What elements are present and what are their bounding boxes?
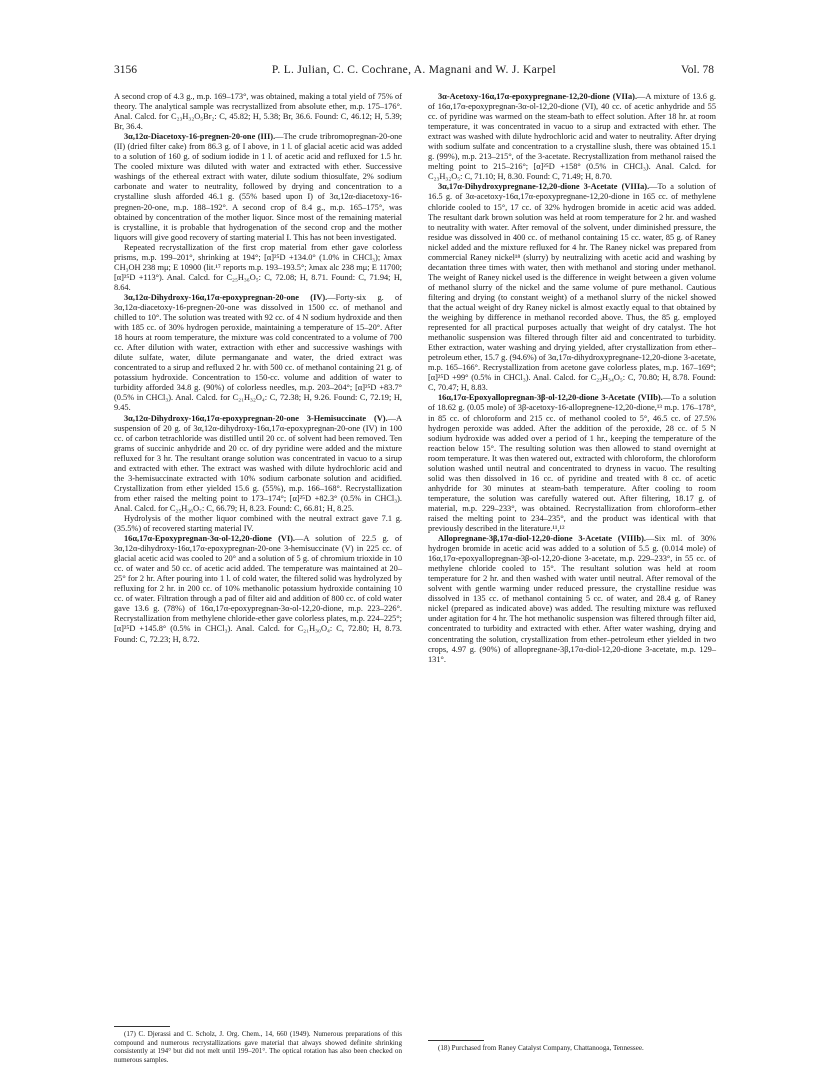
compound-heading: Allopregnane-3β,17α-diol-12,20-dione 3-Acetate (VIIIb). bbox=[438, 534, 646, 544]
compound-heading: 16α,17α-Epoxypregnan-3α-ol-12,20-dione (VI). bbox=[124, 534, 295, 544]
paragraph-compound-VIIa bbox=[428, 92, 716, 182]
compound-heading: 3α,12α-Dihydroxy-16α,17α-epoxypregnan-20-one (IV). bbox=[124, 292, 328, 302]
paragraph-compound-VIIb bbox=[428, 393, 716, 534]
paragraph-compound-V bbox=[114, 414, 402, 514]
paragraph-recrystallization: Repeated recrystallization of the first crop material from ether gave colorless prisms, m.p. 199–201°, shrinking at 194°; [α]²⁵D +134.0° (1.0% in CHCl₃); λmax CH₃OH 238 mμ; E 10900 (lit.¹⁷ reports m.p. 193–193.5°; λmax alc 238 mμ; E 11700; [α]²⁵D +113°). Anal. Calcd. for C₂₅H₃₆O₅: C, 72.08; H, 8.71. Found: C, 71.94; H, 8.64. bbox=[114, 242, 402, 292]
compound-heading: 3α,17α-Dihydroxypregnane-12,20-dione 3-Acetate (VIIIa). bbox=[438, 182, 650, 192]
paragraph-compound-VIIIb bbox=[428, 534, 716, 665]
paragraph-body: —A mixture of 13.6 g. of 16α,17α-epoxypregnan-3α-ol-12,20-dione (VI), 40 cc. of acetic anhydride and 55 cc. of pyridine was warmed on the steam-bath to effect solution. After 18 hr. at room temperature, it was concentrated in vacuo to a sirup and extracted with ether. The extract was washed with dilute hydrochloric acid and water to neutrality. After drying with sodium sulfate and concentration to a crystalline slush, there was obtained 15.1 g. (99%), m.p. 213–215°, of the 3-acetate. Recrystallization from methanol raised the melting point to 215–216°; [α]²⁵D +158° (0.5% in CHCl₃). Anal. Calcd. for C₂₃H₃₂O₅: C, 71.10; H, 8.30. Found: C, 71.49; H, 8.70. bbox=[428, 92, 716, 182]
paragraph-body: —Forty-six g. of 3α,12α-diacetoxy-16-pregnen-20-one was dissolved in 1500 cc. of methanol and chilled to 10°. The solution was treated with 92 cc. of 4 N sodium hydroxide and then with 185 cc. of 30% hydrogen peroxide, maintaining a temperature of 15–20°. After 18 hours at room temperature, the mixture was cold concentrated to a volume of 700 cc. After dilution with water, extraction with ether and successive washings with dilute sulfate, water, dilute permanganate and water, the dried extract was concentrated to a sirup and refluxed 2 hr. with 500 cc. of methanol containing 21 g. of potassium hydroxide. Concentration to 150-cc. volume and addition of water to turbidity afforded 34.8 g. (90%) of colorless needles, m.p. 203–204°; [α]²⁵D +83.7° (0.5% in CHCl₃). Anal. Calcd. for C₂₁H₃₂O₄: C, 72.38; H, 9.26. Found: C, 72.19; H, 9.45. bbox=[114, 292, 402, 413]
compound-heading: 3α,12α-Diacetoxy-16-pregnen-20-one (III). bbox=[124, 132, 276, 142]
right-column bbox=[428, 92, 716, 665]
page-header bbox=[114, 64, 714, 82]
paragraph-body: —Six ml. of 30% hydrogen bromide in acetic acid was added to a solution of 5.5 g. (0.014 mole) of 16α,17α-epoxyallopregnan-3β-ol-12,20-dione 3-acetate, m.p. 229–233°, in 55 cc. of methylene chloride cooled to 15°. The resultant solution was held at room temperature for 2 hr. and then washed with water until neutral. After removal of the solvent with gentle warming under reduced pressure, the crystalline residue was dissolved in 135 cc. of methanol containing 5 cc. of water, and 28.4 g. of Raney nickel (prepared as indicated above) was added. The resulting mixture was refluxed under agitation for 4 hr. The hot methanolic suspension was filtered through filter aid, concentrated to turbidity and extracted with ether. After water washing, drying and concentrating the solution, crystallization from ether–petroleum ether yielded in two crops, 4.97 g. (90%) of allopregnane-3β,17α-diol-12,20-dione 3-acetate, m.p. 129–131°. bbox=[428, 534, 717, 664]
paragraph-compound-VI bbox=[114, 534, 402, 645]
paragraph-compound-VIIIa bbox=[428, 182, 716, 393]
footnote-rule-left bbox=[114, 1026, 170, 1027]
paragraph-compound-III bbox=[114, 132, 402, 243]
volume-label: Vol. 78 bbox=[680, 64, 714, 76]
left-column bbox=[114, 92, 402, 645]
compound-heading: 3α,12α-Dihydroxy-16α,17α-epoxypregnan-20-one 3-Hemisuccinate (V). bbox=[124, 413, 388, 423]
footnote-text: (17) C. Djerassi and C. Scholz, J. Org. Chem., 14, 660 (1949). Numerous preparations of this compound and numerous recrystallizations gave material that always showed definite shrinking consistently at 194° but did not melt until 199–201°. The optical rotation has also been checked on numerous samples. bbox=[114, 1030, 402, 1064]
paragraph-compound-IV bbox=[114, 293, 402, 414]
paragraph-body: —A solution of 22.5 g. of 3α,12α-dihydroxy-16α,17α-epoxypregnan-20-one 3-hemisuccinate (V) in 225 cc. of glacial acetic acid was cooled to 20° and a solution of 5 g. of chromium trioxide in 10 cc. of water and 50 cc. of acetic acid added. The temperature was maintained at 20–25° for 2 hr. After pouring into 1 l. of cold water, the filtered solid was hydrolyzed by refluxing for 2 hr. in 200 cc. of 10% methanolic potassium hydroxide containing 10 cc. of water. Filtration through a pad of filter aid and addition of 800 cc. of cold water gave 13.6 g. (78%) of 16α,17α-epoxypregnan-3α-ol-12,20-dione, m.p. 223–226°. Recrystallization from methylene chloride-ether gave colorless plates, m.p. 224–225°; [α]²⁵D +145.8° (0.5% in CHCl₃). Anal. Calcd. for C₂₁H₃₀O₄: C, 72.80; H, 8.73. Found: C, 72.23; H, 8.72. bbox=[114, 534, 402, 644]
paragraph-body: —A suspension of 20 g. of 3α,12α-dihydroxy-16α,17α-epoxypregnan-20-one (IV) in 100 cc. of carbon tetrachloride was distilled until 20 cc. of solvent had been removed. Ten grams of succinic anhydride and 20 cc. of dry pyridine were added and the mixture refluxed for 3 hr. The resultant orange solution was concentrated in vacuo to a sirup and extracted with ether. The extract was washed with dilute hydrochloric acid and the 3-hemisuccinate extracted with 10% sodium carbonate solution and acidified. Crystallization from ether yielded 15.6 g. (55%), m.p. 166–168°. Recrystallization from ether raised the melting point to 173–174°; [α]²⁵D +82.3° (0.5% in CHCl₃). Anal. Calcd. for C₂₅H₃₆O₇: C, 66.79; H, 8.23. Found: C, 66.81; H, 8.25. bbox=[114, 413, 402, 513]
compound-heading: 3α-Acetoxy-16α,17α-epoxypregnane-12,20-dione (VIIa). bbox=[438, 92, 638, 101]
paragraph-hydrolysis: Hydrolysis of the mother liquor combined with the neutral extract gave 7.1 g. (35.5%) of recovered starting material IV. bbox=[114, 513, 402, 534]
paragraph-continuation: A second crop of 4.3 g., m.p. 169–173°, was obtained, making a total yield of 75% of theory. The analytical sample was recrystallized from absolute ether, m.p. 175–176°. Anal. Calcd. for C₂₃H₃₂O₅Br₂: C, 45.82; H, 5.38; Br, 36.6. Found: C, 46.12; H, 5.39; Br, 36.4. bbox=[114, 92, 402, 132]
footnote-text: (18) Purchased from Raney Catalyst Company, Chattanooga, Tennessee. bbox=[438, 1044, 644, 1052]
page-number: 3156 bbox=[114, 64, 137, 76]
running-head-authors: P. L. Julian, C. C. Cochrane, A. Magnani and W. J. Karpel bbox=[271, 64, 557, 76]
paragraph-body: —To a solution of 18.62 g. (0.05 mole) of 3β-acetoxy-16-allopregnene-12,20-dione,¹³ m.p. 176–178°, in 85 cc. of chloroform and 215 cc. of methanol cooled to 5°, 46.5 cc. of 27.5% hydrogen peroxide was added. After the addition of the peroxide, 28 cc. of 5 N sodium hydroxide was added over a period of 1 hr., keeping the temperature of the reaction below 15°. The resulting solution was then allowed to stand overnight at room temperature. It was then watered out, extracted with chloroform, the chloroform solution washed until neutral and concentrated to dryness in vacuo. The resulting solid was then dissolved in 16 cc. of pyridine and treated with 8 cc. of acetic anhydride for 30 minutes at steam-bath temperature. After cooling to room temperature, the solution was carefully watered out. After filtering, 18.17 g. of material, m.p. 229–233°, was obtained. Recrystallization from chloroform–ether raised the melting point to 234–235°, and the product was identical with that previously described in the literature.¹¹,¹² bbox=[428, 393, 716, 534]
footnote-rule-right bbox=[428, 1040, 484, 1041]
compound-heading: 16α,17α-Epoxyallopregnan-3β-ol-12,20-dione 3-Acetate (VIIb). bbox=[438, 393, 663, 403]
paragraph-body: —The crude tribromopregnan-20-one (II) (dried filter cake) from 86.3 g. of I above, in 1 l. of glacial acetic acid was added to a solution of 160 g. of sodium iodide in 1 l. of acetic acid and refluxed for 1.5 hr. The cooled mixture was diluted with water and extracted with ether. Successive washings of the ethereal extract with water, dilute sodium thiosulfate, 2% sodium carbonate and water to neutrality, followed by drying and concentration to a crystalline slush afforded 46.1 g. (55% based upon I) of 3α,12α-diacetoxy-16-pregnen-20-one, m.p. 188–192°. A second crop of 8.4 g., m.p. 165–175°, was obtained by concentration of the mother liquor. Since most of the remaining material is crystalline, it is probable that hydrogenation of the second crop and the mother liquors will give good recovery of starting material I. This has not been investigated. bbox=[114, 132, 402, 242]
footnote-17 bbox=[114, 1030, 402, 1064]
footnote-18 bbox=[428, 1044, 716, 1053]
paragraph-body: —To a solution of 16.5 g. of 3α-acetoxy-16α,17α-epoxypregnane-12,20-dione in 165 cc. of methylene chloride cooled to 15°, 17 cc. of 32% hydrogen bromide in acetic acid was added. The resultant dark brown solution was held at room temperature for 2 hr. and washed to neutrality with water. After removal of the solvent, under diminished pressure, the residue was dissolved in 400 cc. of methanol containing 15 cc. water, 85 g. of Raney nickel added and the mixture refluxed for 4 hr. The Raney nickel was prepared from commercial Raney nickel¹⁸ (slurry) by neutralizing with acetic acid and washing by decantation three times with water, then with methanol and storing under methanol. The weight of Raney nickel used is the difference in weight between a given volume of methanol slurry of the nickel and the same volume of pure methanol. Cautious filtering and drying (to constant weight) of a methanol slurry of the nickel showed that the actual weight of dry Raney nickel is almost exactly equal to that obtained by the weighing by difference in methanol recorded above. Thus, the 85 g. employed represented for all practical purposes actually that weight of dry catalyst. The hot methanolic suspension was filtered through filter aid and concentrated to turbidity. Ether extraction, water washing and drying yielded, after crystallization from ether–petroleum ether, 15.7 g. (94.6%) of 3α,17α-dihydroxypregnane-12,20-dione 3-acetate, m.p. 165–166°. Recrystallization from acetone gave colorless plates, m.p. 167–169°; [α]²⁵D +99° (0.5% in CHCl₃). Anal. Calcd. for C₂₃H₃₄O₅: C, 70.80; H, 8.78. Found: C, 70.47; H, 8.83. bbox=[428, 182, 716, 393]
